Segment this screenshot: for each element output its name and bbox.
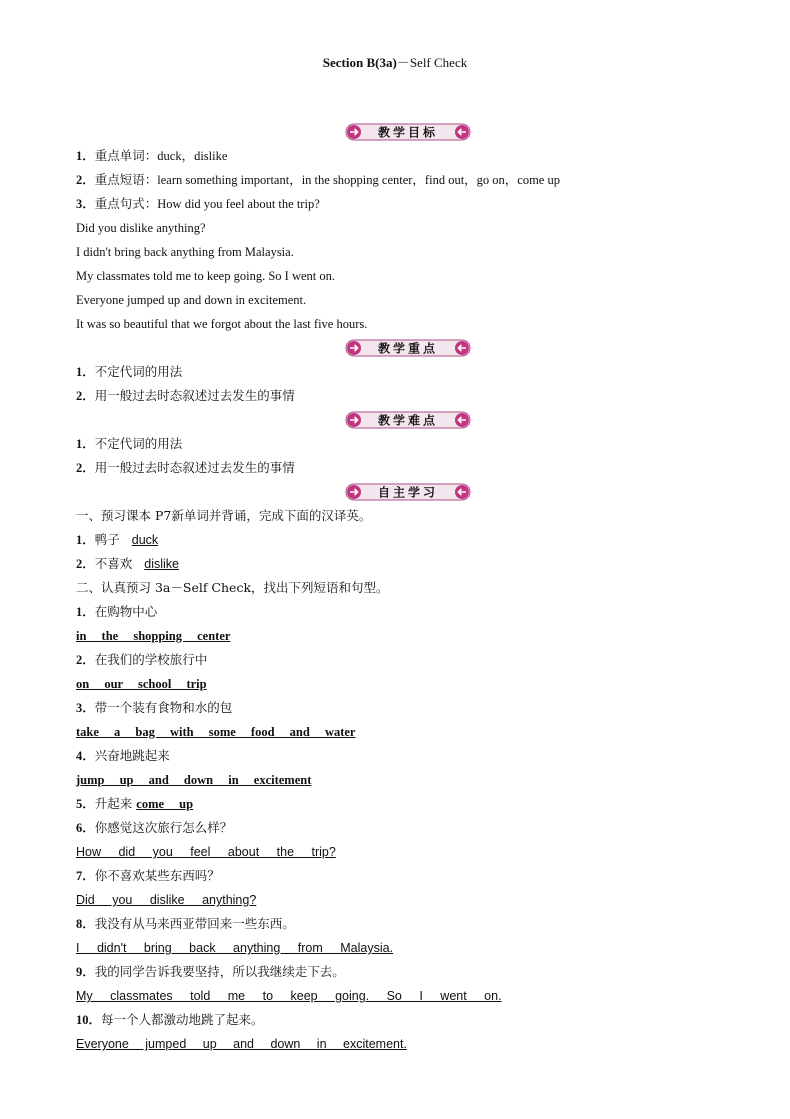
key-point-1: 1．不定代词的用法 — [76, 364, 183, 379]
answer-duck: duck — [131, 533, 159, 547]
title-rest: －Self Check — [396, 55, 468, 70]
item-9-cn: 9．我的同学告诉我要坚持，所以我继续走下去。 — [76, 964, 345, 979]
item-8-answer: I didn't bring back anything from Malaysia. — [76, 941, 394, 955]
item-2-cn: 2．在我们的学校旅行中 — [76, 652, 208, 667]
difficult-point-2: 2．用一般过去时态叙述过去发生的事情 — [76, 460, 295, 475]
item-5: 5．升起来 come up — [76, 796, 194, 811]
item-4-cn: 4．兴奋地跳起来 — [76, 748, 170, 763]
title-bold: Section B(3a) — [322, 55, 397, 70]
difficult-point-1: 1．不定代词的用法 — [76, 436, 183, 451]
item-2-answer: on our school trip — [76, 677, 207, 691]
goal-sentence-4: Everyone jumped up and down in excitement. — [76, 293, 307, 307]
item-3-cn: 3．带一个装有食物和水的包 — [76, 700, 233, 715]
item-1-cn: 1．在购物中心 — [76, 604, 158, 619]
page-title — [0, 52, 790, 71]
item-1-answer: in the shopping center — [76, 629, 231, 643]
key-point-2: 2．用一般过去时态叙述过去发生的事情 — [76, 388, 295, 403]
goal-1: 1．重点单词：duck，dislike — [76, 148, 228, 163]
svg-text:教学重点: 教学重点 — [377, 341, 439, 356]
item-5-answer: come up — [136, 797, 194, 811]
item-10-cn: 10．每一个人都激动地跳了起来。 — [76, 1012, 264, 1027]
banner-teaching-goals — [345, 123, 471, 141]
item-9-answer: My classmates told me to keep going. So I went on. — [76, 989, 502, 1003]
item-4-answer: jump up and down in excitement — [76, 773, 312, 787]
self-study-part-1: 一、预习课本 P7新单词并背诵，完成下面的汉译英。 — [76, 508, 372, 523]
goal-sentence-5: It was so beautiful that we forgot about the last five hours. — [76, 317, 368, 331]
item-6-cn: 6．你感觉这次旅行怎么样？ — [76, 820, 233, 835]
word-2: 2．不喜欢 dislike — [76, 556, 193, 572]
svg-text:自主学习: 自主学习 — [377, 485, 439, 500]
goal-sentence-3: My classmates told me to keep going. So I went on. — [76, 269, 335, 283]
goal-2: 2．重点短语：learn something important，in the shopping center，find out，go on，come up — [76, 172, 560, 187]
goal-3: 3．重点句式：How did you feel about the trip? — [76, 196, 320, 211]
svg-text:教学难点: 教学难点 — [377, 413, 439, 428]
answer-dislike: dislike — [144, 557, 180, 571]
banner-key-points — [345, 339, 471, 357]
item-6-answer: How did you feel about the trip? — [76, 845, 336, 859]
goal-sentence-2: I didn't bring back anything from Malaysia. — [76, 245, 294, 259]
banner-difficult-points — [345, 411, 471, 429]
item-8-cn: 8．我没有从马来西亚带回来一些东西。 — [76, 916, 295, 931]
item-10-answer: Everyone jumped up and down in excitement. — [76, 1037, 407, 1051]
svg-text:教学目标: 教学目标 — [377, 125, 439, 140]
goal-sentence-1: Did you dislike anything? — [76, 221, 206, 235]
item-3-answer: take a bag with some food and water — [76, 725, 356, 739]
banner-self-study — [345, 483, 471, 501]
item-7-answer: Did you dislike anything? — [76, 893, 257, 907]
self-study-part-2: 二、认真预习 3a－Self Check，找出下列短语和句型。 — [76, 580, 389, 595]
word-1: 1．鸭子 duck — [76, 532, 172, 548]
item-7-cn: 7．你不喜欢某些东西吗？ — [76, 868, 220, 883]
